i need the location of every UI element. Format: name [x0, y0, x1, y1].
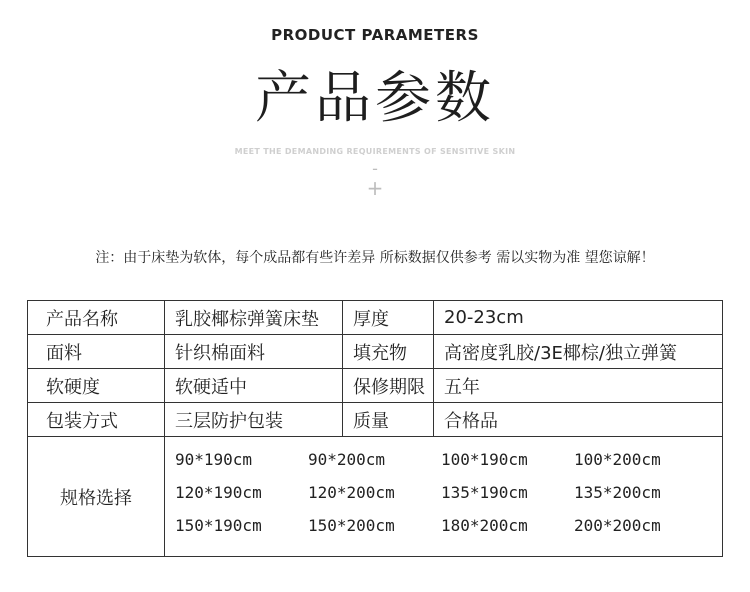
param-value: 软硬适中 [165, 369, 343, 403]
param-label: 保修期限 [343, 369, 434, 403]
param-label: 包装方式 [28, 403, 165, 437]
spec-label: 规格选择 [28, 437, 165, 557]
plus-icon: + [366, 176, 384, 200]
table-row [28, 335, 723, 369]
table-row [28, 403, 723, 437]
spec-cell [165, 437, 723, 557]
disclaimer-note: 注：由于床垫为软体，每个成品都有些许差异 所标数据仅供参考 需以实物为准 望您谅解！ [95, 250, 655, 266]
param-value: 合格品 [434, 403, 723, 437]
param-value: 乳胶椰棕弹簧床垫 [165, 301, 343, 335]
param-label: 填充物 [343, 335, 434, 369]
spec-row [28, 437, 723, 557]
spec-size: 150*200cm [308, 516, 395, 535]
table-row [28, 301, 723, 335]
spec-size: 120*190cm [175, 483, 262, 502]
english-title: PRODUCT PARAMETERS [271, 26, 479, 44]
param-value: 高密度乳胶/3E椰棕/独立弹簧 [434, 335, 723, 369]
spec-size: 180*200cm [441, 516, 528, 535]
param-label: 厚度 [343, 301, 434, 335]
param-value: 针织棉面料 [165, 335, 343, 369]
minus-icon: - [372, 159, 378, 178]
spec-size: 135*200cm [574, 483, 661, 502]
tagline: MEET THE DEMANDING REQUIREMENTS OF SENSITIVE SKIN [234, 147, 516, 156]
parameters-table [27, 300, 723, 557]
param-label: 面料 [28, 335, 165, 369]
param-value: 五年 [434, 369, 723, 403]
spec-size: 90*190cm [175, 450, 253, 469]
param-label: 质量 [343, 403, 434, 437]
spec-size: 135*190cm [441, 483, 528, 502]
table-row [28, 369, 723, 403]
param-value: 20-23cm [434, 301, 723, 335]
spec-size: 200*200cm [574, 516, 661, 535]
spec-size: 150*190cm [175, 516, 262, 535]
param-value: 三层防护包装 [165, 403, 343, 437]
param-label: 软硬度 [28, 369, 165, 403]
spec-size: 90*200cm [308, 450, 386, 469]
spec-size: 100*200cm [574, 450, 661, 469]
param-label: 产品名称 [28, 301, 165, 335]
page-title: 产品参数 [255, 66, 495, 131]
spec-grid [175, 437, 722, 540]
spec-size: 120*200cm [308, 483, 395, 502]
spec-size: 100*190cm [441, 450, 528, 469]
